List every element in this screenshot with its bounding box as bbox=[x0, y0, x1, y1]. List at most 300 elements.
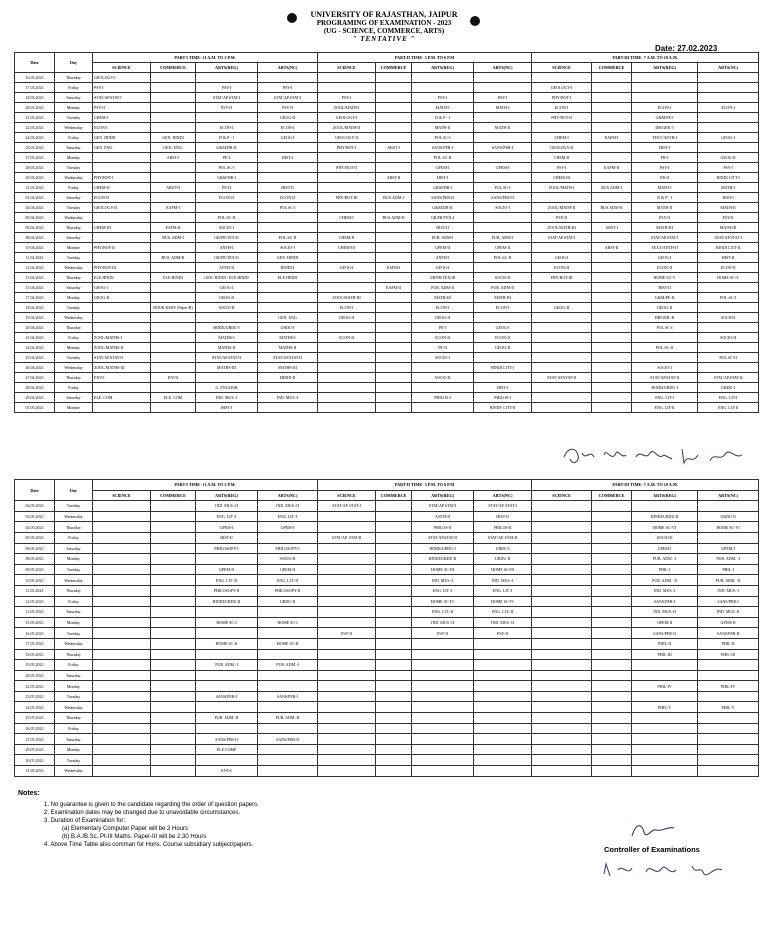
paper-cell bbox=[474, 313, 532, 323]
paper-cell: SOCIO-I bbox=[412, 353, 474, 363]
paper-cell bbox=[196, 554, 258, 565]
date-cell: 24.04.2023 bbox=[15, 343, 55, 353]
paper-cell: MATH-III bbox=[698, 223, 759, 233]
paper-cell bbox=[318, 173, 376, 183]
paper-cell: HOME SC-VI bbox=[698, 522, 759, 533]
paper-cell bbox=[376, 585, 412, 596]
date-cell: 13.04.2023 bbox=[15, 273, 55, 283]
paper-cell bbox=[258, 607, 318, 618]
date-cell: 10.04.2023 bbox=[15, 243, 55, 253]
paper-cell: PSY-I bbox=[532, 163, 592, 173]
paper-cell bbox=[412, 649, 474, 660]
paper-cell bbox=[412, 766, 474, 777]
day-cell: Monday bbox=[55, 343, 93, 353]
schedule-row bbox=[15, 383, 759, 393]
paper-cell: GEOG-II bbox=[532, 303, 592, 313]
paper-cell: GEOG-I bbox=[318, 263, 376, 273]
paper-cell: POL.SC-II bbox=[632, 343, 698, 353]
day-cell: Saturday bbox=[55, 193, 93, 203]
paper-cell: URDU-I bbox=[698, 383, 759, 393]
paper-cell: POL.SC-II bbox=[258, 233, 318, 243]
paper-cell: SOCIO-II bbox=[258, 554, 318, 565]
paper-cell: BUS. ADM-II bbox=[151, 253, 196, 263]
paper-cell: PHY/BOT-I bbox=[93, 173, 151, 183]
paper-cell bbox=[376, 638, 412, 649]
paper-cell bbox=[376, 83, 412, 93]
date-cell: 10.05.2023 bbox=[15, 575, 55, 586]
paper-cell bbox=[532, 123, 592, 133]
paper-cell: ECON-I bbox=[196, 123, 258, 133]
schedule-row bbox=[15, 617, 759, 628]
paper-cell bbox=[592, 638, 632, 649]
paper-cell: GEOG-I bbox=[196, 283, 258, 293]
paper-cell: POL.SC-II bbox=[196, 213, 258, 223]
paper-cell bbox=[532, 702, 592, 713]
paper-cell: ECON-II bbox=[474, 333, 532, 343]
day-cell: Friday bbox=[55, 183, 93, 193]
paper-cell: PHILOSOPY-II bbox=[196, 585, 258, 596]
paper-cell: HINDI/URDU-I bbox=[196, 323, 258, 333]
paper-cell bbox=[196, 755, 258, 766]
paper-cell bbox=[151, 213, 196, 223]
paper-cell: IND. MUS.-I bbox=[632, 585, 698, 596]
paper-cell: GEOG-I bbox=[412, 263, 474, 273]
paper-cell: GEOLOGY-II bbox=[532, 143, 592, 153]
paper-cell: SOCIO-II bbox=[412, 373, 474, 383]
paper-cell: GPEM-I bbox=[258, 522, 318, 533]
schedule-row bbox=[15, 363, 759, 373]
paper-cell bbox=[632, 353, 698, 363]
paper-cell bbox=[592, 403, 632, 413]
date-header: Date bbox=[15, 53, 55, 73]
paper-cell: GPEM-II bbox=[698, 617, 759, 628]
day-cell: Saturday bbox=[55, 734, 93, 745]
paper-cell bbox=[376, 543, 412, 554]
paper-cell bbox=[93, 501, 151, 512]
paper-cell bbox=[592, 363, 632, 373]
paper-cell: MATH-III bbox=[474, 293, 532, 303]
paper-cell bbox=[318, 617, 376, 628]
day-header: Day bbox=[55, 480, 93, 501]
paper-cell bbox=[376, 113, 412, 123]
paper-cell: MATHS-I bbox=[258, 333, 318, 343]
paper-cell bbox=[592, 554, 632, 565]
paper-cell bbox=[151, 113, 196, 123]
commerce-header: COMMERCE bbox=[151, 490, 196, 501]
paper-cell: PHILOSOPY-II bbox=[258, 585, 318, 596]
paper-cell: PUB. ADM.-I bbox=[196, 660, 258, 671]
schedule-row bbox=[15, 243, 759, 253]
day-cell: Monday bbox=[55, 293, 93, 303]
paper-cell: HOME SC-III bbox=[474, 564, 532, 575]
paper-cell: SANS/PER-II bbox=[258, 734, 318, 745]
paper-cell bbox=[93, 253, 151, 263]
part3-header: PART-III TIME- 7 A.M. TO 10 A.M. bbox=[532, 53, 759, 63]
paper-cell: PSY-I bbox=[93, 83, 151, 93]
paper-cell bbox=[376, 691, 412, 702]
paper-cell bbox=[376, 323, 412, 333]
signature-scribbles-bottom bbox=[600, 858, 730, 882]
paper-cell: ENG. LIT.-II bbox=[258, 575, 318, 586]
paper-cell bbox=[532, 649, 592, 660]
paper-cell bbox=[698, 691, 759, 702]
paper-cell: PE-II bbox=[412, 343, 474, 353]
paper-cell bbox=[318, 607, 376, 618]
paper-cell bbox=[698, 734, 759, 745]
paper-cell: GEOG-II bbox=[93, 293, 151, 303]
day-cell: Friday bbox=[55, 333, 93, 343]
paper-cell bbox=[93, 744, 151, 755]
paper-cell bbox=[592, 670, 632, 681]
paper-cell: PE-I bbox=[196, 153, 258, 163]
paper-cell bbox=[258, 755, 318, 766]
paper-cell bbox=[532, 585, 592, 596]
paper-cell: FR-II bbox=[632, 173, 698, 183]
paper-cell bbox=[93, 766, 151, 777]
paper-cell: STAT/AP. STAT-II bbox=[318, 532, 376, 543]
paper-cell: MATH-I bbox=[698, 183, 759, 193]
paper-cell: URDU-II bbox=[258, 596, 318, 607]
day-cell: Monday bbox=[55, 554, 93, 565]
paper-cell bbox=[258, 670, 318, 681]
paper-cell: GEOG-I bbox=[93, 283, 151, 293]
paper-cell bbox=[151, 681, 196, 692]
paper-cell bbox=[412, 403, 474, 413]
schedule-row bbox=[15, 123, 759, 133]
paper-cell bbox=[93, 554, 151, 565]
date-cell: 22.05.2023 bbox=[15, 681, 55, 692]
date-cell: 11.04.2023 bbox=[15, 253, 55, 263]
paper-cell: ECON-I bbox=[532, 103, 592, 113]
paper-cell bbox=[376, 223, 412, 233]
date-cell: 06.04.2023 bbox=[15, 223, 55, 233]
paper-cell: ELE.COMP bbox=[196, 744, 258, 755]
paper-cell: PSY-I bbox=[196, 83, 258, 93]
paper-cell bbox=[532, 723, 592, 734]
paper-cell: HINDI- LITT-II bbox=[474, 403, 532, 413]
day-cell: Monday bbox=[55, 403, 93, 413]
paper-cell bbox=[412, 734, 474, 745]
date-cell: 12.04.2023 bbox=[15, 263, 55, 273]
day-cell: Wednesday bbox=[55, 363, 93, 373]
paper-cell bbox=[318, 744, 376, 755]
paper-cell bbox=[698, 766, 759, 777]
paper-cell bbox=[592, 193, 632, 203]
schedule-row bbox=[15, 723, 759, 734]
paper-cell bbox=[532, 353, 592, 363]
paper-cell: TEXT/ANTH-I bbox=[632, 133, 698, 143]
schedule-row bbox=[15, 532, 759, 543]
paper-cell bbox=[196, 313, 258, 323]
schedule-row bbox=[15, 596, 759, 607]
paper-cell bbox=[532, 660, 592, 671]
paper-cell bbox=[698, 755, 759, 766]
paper-cell: ENG. LIT.-II bbox=[196, 575, 258, 586]
controller-signature-image bbox=[628, 818, 678, 844]
paper-cell bbox=[376, 501, 412, 512]
date-cell: 08.04.2023 bbox=[15, 233, 55, 243]
paper-cell: MATH-III bbox=[632, 223, 698, 233]
paper-cell bbox=[376, 628, 412, 639]
paper-cell bbox=[151, 293, 196, 303]
paper-cell: GEOG-I bbox=[698, 133, 759, 143]
day-cell: Tuesday bbox=[55, 303, 93, 313]
paper-cell bbox=[93, 681, 151, 692]
paper-cell bbox=[592, 73, 632, 83]
paper-cell: SANS/PER-I bbox=[258, 691, 318, 702]
paper-cell bbox=[151, 283, 196, 293]
paper-cell: PUB. ADM-I bbox=[474, 233, 532, 243]
paper-cell: ELE. COM. bbox=[93, 393, 151, 403]
day-cell: Tuesday bbox=[55, 755, 93, 766]
schedule-row bbox=[15, 681, 759, 692]
day-cell: Thursday bbox=[55, 649, 93, 660]
paper-cell bbox=[376, 243, 412, 253]
paper-cell bbox=[376, 617, 412, 628]
date-cell: 21.04.2023 bbox=[15, 333, 55, 343]
commerce-header: COMMERCE bbox=[592, 63, 632, 73]
day-cell: Saturday bbox=[55, 143, 93, 153]
paper-cell bbox=[592, 273, 632, 283]
paper-cell bbox=[376, 163, 412, 173]
date-cell: 05.05.2023 bbox=[15, 532, 55, 543]
schedule-row bbox=[15, 223, 759, 233]
paper-cell: SANS/PER-I bbox=[698, 596, 759, 607]
paper-cell bbox=[151, 343, 196, 353]
paper-cell bbox=[376, 713, 412, 724]
paper-cell: GR/FR/TEX-II bbox=[196, 253, 258, 263]
paper-cell: PHILOSOPY-I bbox=[196, 543, 258, 554]
paper-cell: GEN. ENG. bbox=[151, 143, 196, 153]
paper-cell: GEOG-II bbox=[258, 113, 318, 123]
schedule-row bbox=[15, 575, 759, 586]
paper-cell bbox=[698, 363, 759, 373]
paper-cell bbox=[474, 713, 532, 724]
paper-cell bbox=[151, 702, 196, 713]
paper-cell bbox=[151, 713, 196, 724]
paper-cell bbox=[151, 766, 196, 777]
paper-cell: GEOG-II bbox=[474, 343, 532, 353]
paper-cell: ANTH-I bbox=[196, 243, 258, 253]
paper-cell bbox=[318, 511, 376, 522]
paper-cell: HIST-I bbox=[474, 383, 532, 393]
paper-cell: STAT/AP.STAT-I bbox=[698, 233, 759, 243]
paper-cell bbox=[592, 575, 632, 586]
arts-nc-header: ARTS(NC) bbox=[474, 63, 532, 73]
paper-cell bbox=[592, 723, 632, 734]
paper-cell: PUB. ADM. -I bbox=[698, 554, 759, 565]
paper-cell: ENG. LIT.-II bbox=[474, 607, 532, 618]
part2-header: PART-II TIME- 3 P.M. TO 6 P.M bbox=[318, 480, 532, 491]
paper-cell bbox=[318, 373, 376, 383]
paper-cell bbox=[632, 93, 698, 103]
date-cell: 16.05.2023 bbox=[15, 628, 55, 639]
paper-cell: GR/FR/TEX-III bbox=[412, 273, 474, 283]
day-cell: Tuesday bbox=[55, 203, 93, 213]
schedule-row bbox=[15, 511, 759, 522]
schedule-row bbox=[15, 585, 759, 596]
schedule-row bbox=[15, 263, 759, 273]
paper-cell bbox=[93, 660, 151, 671]
paper-cell: IND. MUS.-I bbox=[698, 585, 759, 596]
date-cell: 28.04.2023 bbox=[15, 383, 55, 393]
date-cell: 09.05.2023 bbox=[15, 564, 55, 575]
paper-cell: SOCIO-I bbox=[698, 313, 759, 323]
day-cell: Tuesday bbox=[55, 564, 93, 575]
date-cell: 12.05.2023 bbox=[15, 596, 55, 607]
paper-cell: ANTH-II bbox=[196, 263, 258, 273]
paper-cell: BUS. ADM-I bbox=[151, 233, 196, 243]
paper-cell: POL.SC-II bbox=[412, 153, 474, 163]
date-cell: 04.04.2023 bbox=[15, 203, 55, 213]
paper-cell bbox=[151, 744, 196, 755]
notes-section bbox=[18, 790, 259, 849]
paper-cell bbox=[698, 713, 759, 724]
paper-cell bbox=[151, 263, 196, 273]
paper-cell bbox=[698, 143, 759, 153]
paper-cell: ECON-I bbox=[258, 123, 318, 133]
paper-cell bbox=[93, 383, 151, 393]
paper-cell bbox=[376, 681, 412, 692]
schedule-row bbox=[15, 93, 759, 103]
paper-cell: HOME SC-I bbox=[258, 617, 318, 628]
paper-cell: SANS/PER-I bbox=[412, 143, 474, 153]
paper-cell: STAT/AP.STAT-II bbox=[532, 373, 592, 383]
paper-cell: EAFM-II bbox=[151, 223, 196, 233]
paper-cell: HINDI/URDU-I bbox=[412, 543, 474, 554]
paper-cell bbox=[532, 617, 592, 628]
paper-cell bbox=[592, 113, 632, 123]
paper-cell bbox=[592, 734, 632, 745]
date-cell: 23.05.2023 bbox=[15, 691, 55, 702]
paper-cell: STAT/AP.STAT-I bbox=[632, 233, 698, 243]
paper-cell bbox=[151, 543, 196, 554]
paper-cell bbox=[474, 660, 532, 671]
schedule-row bbox=[15, 501, 759, 512]
paper-cell: PSY-I bbox=[258, 83, 318, 93]
paper-cell: HINDI LITT-I bbox=[474, 363, 532, 373]
paper-cell bbox=[412, 691, 474, 702]
paper-cell bbox=[532, 734, 592, 745]
paper-cell: MATH-III bbox=[412, 293, 474, 303]
paper-cell bbox=[93, 403, 151, 413]
paper-cell bbox=[258, 744, 318, 755]
paper-cell: D & P - I bbox=[632, 193, 698, 203]
paper-cell bbox=[376, 744, 412, 755]
schedule-row bbox=[15, 333, 759, 343]
paper-cell: ZOOL/MATHS-III bbox=[93, 363, 151, 373]
day-cell: Wednesday bbox=[55, 702, 93, 713]
paper-cell: ELE.HINDI bbox=[93, 273, 151, 283]
paper-cell bbox=[592, 313, 632, 323]
paper-cell: PHIL-I bbox=[698, 564, 759, 575]
part1-header: PART-I TIME- 11 A.M. TO 2 P.M. bbox=[93, 480, 318, 491]
exam-schedule-table-1 bbox=[14, 52, 759, 413]
paper-cell: GR/FR/TEX-I bbox=[412, 213, 474, 223]
date-cell: 21.03.2023 bbox=[15, 113, 55, 123]
paper-cell bbox=[318, 723, 376, 734]
paper-cell: STAT/AP.STAT-II bbox=[258, 353, 318, 363]
paper-cell: PSY-II bbox=[258, 103, 318, 113]
paper-cell bbox=[474, 681, 532, 692]
paper-cell: ECON-II bbox=[698, 263, 759, 273]
paper-cell: GEOG-II bbox=[412, 313, 474, 323]
schedule-row bbox=[15, 734, 759, 745]
paper-cell bbox=[258, 283, 318, 293]
paper-cell: GEOG-II bbox=[632, 303, 698, 313]
paper-cell: GEN. HINDI bbox=[151, 133, 196, 143]
schedule-row bbox=[15, 649, 759, 660]
paper-cell bbox=[474, 373, 532, 383]
paper-cell bbox=[412, 660, 474, 671]
day-cell: Tuesday bbox=[55, 353, 93, 363]
commerce-header: COMMERCE bbox=[376, 490, 412, 501]
schedule-row bbox=[15, 766, 759, 777]
paper-cell bbox=[532, 403, 592, 413]
paper-cell bbox=[258, 649, 318, 660]
paper-cell bbox=[376, 253, 412, 263]
paper-cell bbox=[532, 713, 592, 724]
paper-cell bbox=[592, 353, 632, 363]
paper-cell bbox=[592, 681, 632, 692]
paper-cell: HOME SC-II bbox=[196, 638, 258, 649]
paper-cell bbox=[318, 393, 376, 403]
paper-cell bbox=[151, 617, 196, 628]
programme-title: PROGRAMING OF EXAMINATION - 2023 bbox=[316, 19, 452, 27]
date-cell: 17.04.2023 bbox=[15, 293, 55, 303]
paper-cell: PHY/BOT-I bbox=[532, 93, 592, 103]
paper-cell: D & P - I bbox=[412, 113, 474, 123]
paper-cell bbox=[93, 303, 151, 313]
paper-cell bbox=[376, 755, 412, 766]
paper-cell bbox=[632, 713, 698, 724]
paper-cell: ABST-II bbox=[592, 243, 632, 253]
date-cell: 20.04.2023 bbox=[15, 323, 55, 333]
paper-cell bbox=[592, 213, 632, 223]
paper-cell: STAT/AP.STAT-II bbox=[196, 353, 258, 363]
paper-cell: PHIL-IV bbox=[698, 681, 759, 692]
paper-cell bbox=[93, 723, 151, 734]
paper-cell bbox=[318, 73, 376, 83]
date-cell: 19.04.2023 bbox=[15, 313, 55, 323]
paper-cell: MATH-I bbox=[412, 103, 474, 113]
paper-cell: SANS/PER-II bbox=[698, 628, 759, 639]
paper-cell bbox=[698, 323, 759, 333]
paper-cell: BUS.ADM-II bbox=[376, 213, 412, 223]
paper-cell bbox=[318, 353, 376, 363]
date-cell: 11.05.2023 bbox=[15, 585, 55, 596]
schedule-row bbox=[15, 522, 759, 533]
paper-cell: G&M/DR-II bbox=[196, 143, 258, 153]
paper-cell bbox=[592, 564, 632, 575]
paper-cell bbox=[93, 543, 151, 554]
paper-cell bbox=[698, 73, 759, 83]
signature-scribbles bbox=[560, 443, 750, 472]
day-cell: Monday bbox=[55, 153, 93, 163]
paper-cell: BUS.ADM-I bbox=[376, 193, 412, 203]
paper-cell: STAT/AP.STAT-II bbox=[632, 373, 698, 383]
paper-cell bbox=[412, 638, 474, 649]
paper-cell: HINDI-II bbox=[258, 373, 318, 383]
paper-cell: CHEM-II bbox=[93, 183, 151, 193]
paper-cell: G&M/DR-II bbox=[412, 203, 474, 213]
schedule-row bbox=[15, 303, 759, 313]
schedule-row bbox=[15, 691, 759, 702]
date-cell: 19.05.2023 bbox=[15, 660, 55, 671]
paper-cell: GPEM-I bbox=[474, 163, 532, 173]
paper-cell bbox=[632, 660, 698, 671]
paper-cell bbox=[474, 113, 532, 123]
